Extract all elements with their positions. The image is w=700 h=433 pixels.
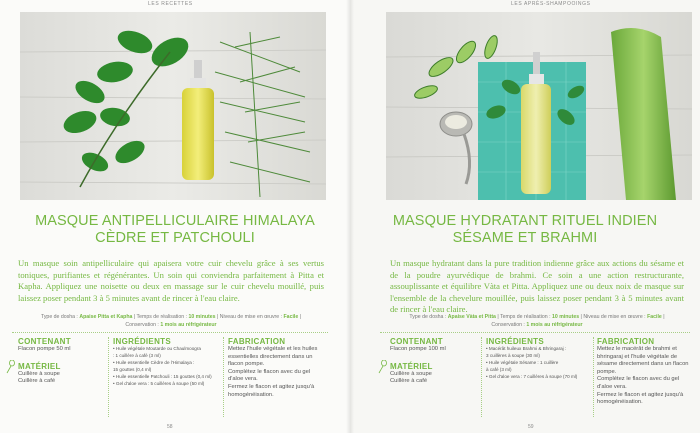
fabrication-step: Complétez le flacon avec du gel d'aloe vera. (597, 376, 680, 390)
ingredient-item: • Huile végétale Moutarde ou Chaulmoogra (113, 346, 201, 351)
contenant-column (18, 337, 104, 386)
materiel-item: Cuillère à soupe (390, 370, 432, 377)
ingredient-item: : 1 cuillère à café (3 ml) (113, 352, 161, 358)
recipe-photo (20, 12, 326, 200)
ingredient-item: • Huile essentielle Cèdre de l'Himalaya : (113, 359, 195, 365)
recipe-title-line-1: MASQUE ANTIPELLICULAIRE HIMALAYA (35, 213, 315, 229)
contenant-text: Flacon pompe 50 ml (18, 346, 71, 352)
time-value: 10 minutes (552, 314, 580, 320)
column-divider (593, 337, 594, 417)
ingredients-column (486, 337, 594, 381)
right-page (350, 0, 700, 433)
fabrication-step: Mettez le macérât de brahmi et bhringaraj et l'huile végétale de sésame directement dans un flacon pompe. (597, 346, 689, 375)
fabrication-heading: FABRICATION (597, 337, 655, 346)
fabrication-column (228, 337, 326, 399)
conservation-label: Conservation : (125, 322, 159, 328)
recipe-title (0, 213, 350, 247)
recipe-title-line-2: CÈDRE ET PATCHOULI (95, 230, 255, 246)
materiel-item: Cuillère à soupe (18, 370, 60, 377)
column-divider (108, 337, 109, 417)
ingredients-heading: INGRÉDIENTS (486, 337, 544, 346)
fabrication-step: Complétez le flacon avec du gel d'aloe vera. (228, 368, 311, 383)
ingredient-item: • Huile végétale Sésame : 1 cuillère (486, 359, 559, 365)
ingredient-item: • Macérât huileux Brahmi & Bhringaraj : (486, 346, 567, 351)
time-value: 10 minutes (188, 314, 216, 320)
recipe-title-line-1: MASQUE HYDRATANT RITUEL INDIEN (392, 213, 658, 229)
fabrication-step: Mettez l'huile végétale et les huiles essentielles directement dans un flacon pompe. (228, 346, 318, 368)
conservation-label: Conservation : (491, 322, 525, 328)
dosha-value: Apaise Vàta et Pitta (447, 314, 496, 320)
recipe-meta: Type de dosha : Apaise Vàta et Pitta | Temps de réalisation : 10 minutes | Niveau de mise en œuvre : Facile | Conservation : 1 mois au réfrigérateur (409, 314, 665, 328)
dosha-value: Apaise Pitta et Kapha (79, 314, 133, 320)
ingredient-item: 15 gouttes (0,4 ml) (113, 366, 152, 372)
spoon-icon (6, 360, 16, 374)
conservation-value: 1 mois au réfrigérateur (526, 322, 583, 328)
materiel-item: Cuillère à café (390, 378, 428, 385)
level-label: Niveau de mise en œuvre : (219, 314, 283, 320)
column-divider (481, 337, 482, 417)
time-label: Temps de réalisation : (136, 314, 187, 320)
page-number: 59 (528, 424, 534, 430)
materiel-heading: MATÉRIEL (18, 361, 61, 371)
level-value: Facile (283, 314, 299, 320)
ingredient-item: • Gel d'aloe vera : 5 cuillères à soupe (50 ml) (113, 380, 205, 386)
recipe-title-line-2: SÉSAME ET BRAHMI (452, 230, 598, 246)
time-label: Temps de réalisation : (500, 314, 551, 320)
fabrication-column (597, 337, 689, 407)
recipe-photo (386, 12, 692, 200)
fabrication-heading: FABRICATION (228, 337, 286, 346)
spoon-icon (378, 360, 388, 374)
materiel-block (390, 362, 478, 386)
conservation-value: 1 mois au réfrigérateur (160, 322, 217, 328)
recipe-intro: Un masque hydratant dans la pure tradition indienne grâce aux actions du sésame et de la poudre ayurvédique de brahmi. Ce soin a une action restructurante, assouplissante et équilibre Vàta et Pitta. Appliquez une ou deux noix de masque sur l'ensemble de la chevelure mouillée, puis laissez poser pendant 3 à 5 minutes avant de rincer à l'eau claire. (390, 258, 684, 315)
running-head: LES APRÈS-SHAMPOOINGS (511, 1, 591, 7)
materiel-block (18, 362, 104, 386)
recipe-meta: Type de dosha : Apaise Pitta et Kapha | Temps de réalisation : 10 minutes | Niveau de mise en œuvre : Facile | Conservation : 1 mois au réfrigérateur (40, 314, 302, 328)
ingredient-item: à café (3 ml) (486, 366, 512, 372)
recipe-title (350, 213, 700, 247)
dotted-rule (380, 332, 690, 333)
ingredients-heading: INGRÉDIENTS (113, 337, 171, 346)
ingredients-column (113, 337, 221, 387)
column-divider (223, 337, 224, 417)
ingredient-item: • Gel d'aloe vera : 7 cuillères à soupe (70 ml) (486, 373, 578, 379)
book-gutter (346, 0, 354, 433)
materiel-item: Cuillère à café (18, 378, 56, 385)
running-head: LES RECETTES (148, 1, 193, 7)
dosha-label: Type de dosha : (40, 314, 78, 320)
level-value: Facile (647, 314, 662, 320)
contenant-heading: CONTENANT (390, 337, 443, 346)
page-number: 58 (167, 424, 173, 430)
contenant-heading: CONTENANT (18, 337, 71, 346)
contenant-text: Flacon pompe 100 ml (390, 346, 446, 352)
fabrication-step: Fermez le flacon et agitez jusqu'à homogénéisation. (597, 391, 684, 406)
dotted-rule (12, 332, 328, 333)
contenant-column (390, 337, 478, 386)
level-label: Niveau de mise en œuvre : (583, 314, 646, 320)
materiel-heading: MATÉRIEL (390, 361, 433, 371)
recipe-intro: Un masque soin antipelliculaire qui apaisera votre cuir chevelu grâce à ses vertus toniques, purifiantes et régénérantes. Un soin qui conviendra parfaitement à Pitta et Kapha. Appliquez une noisette ou deux en massage sur le cuir chevelu mouillé, puis laissez poser pendant 3 à 5 minutes avant de rincer à l'eau claire. (18, 258, 324, 303)
ingredient-item: 3 cuillères à soupe (30 ml) (486, 352, 540, 358)
ingredient-item: • Huile essentielle Patchouli : 15 gouttes (0,4 ml) (113, 373, 212, 379)
dosha-label: Type de dosha : (409, 314, 447, 320)
fabrication-step: Fermez le flacon et agitez jusqu'à homogénéisation. (228, 383, 315, 398)
